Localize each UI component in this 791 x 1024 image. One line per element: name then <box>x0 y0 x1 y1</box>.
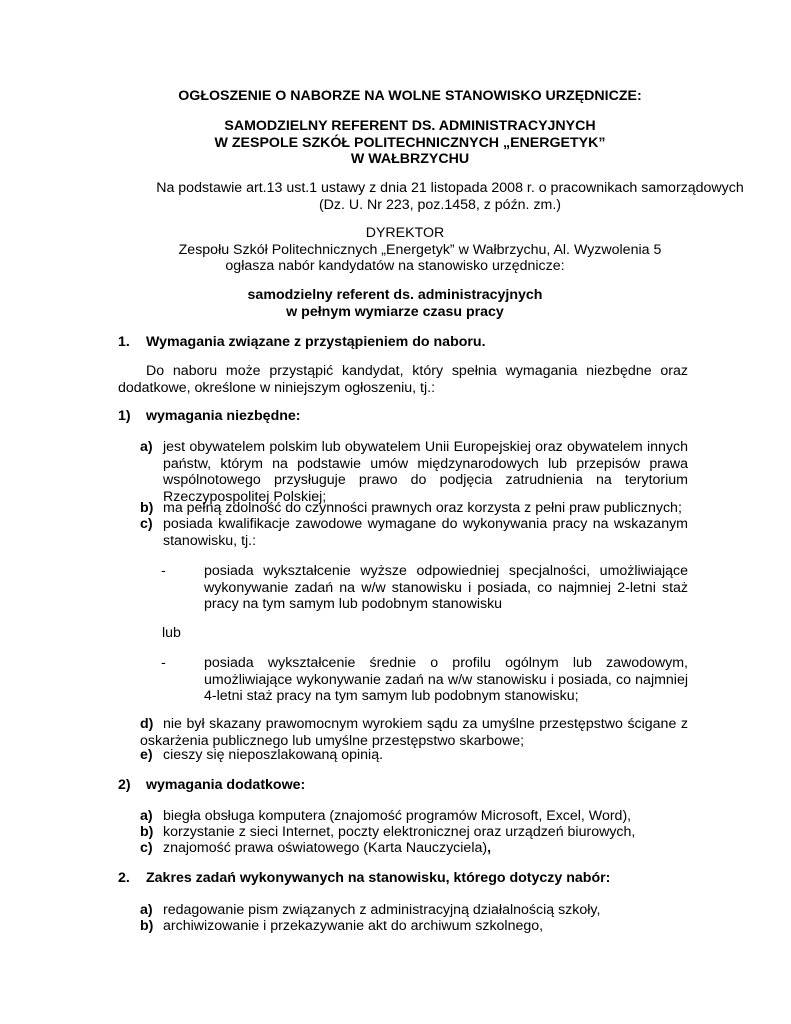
list-item <box>140 500 688 517</box>
additional-requirements-title: wymagania dodatkowe: <box>146 777 306 793</box>
section-2-number: 2. <box>118 870 130 886</box>
section-2-heading <box>118 870 610 887</box>
list-item-label: d) <box>140 716 154 732</box>
document-subtitle <box>100 118 720 168</box>
list-item-label: a) <box>140 439 153 455</box>
position-line: samodzielny referent ds. administracyjnych <box>247 287 543 303</box>
list-item-text: archiwizowanie i przekazywanie akt do archiwum szkolnego, <box>163 918 544 934</box>
list-item-text-main: znajomość prawa oświatowego (Karta Nauczyciela) <box>163 840 488 856</box>
list-item <box>140 840 688 857</box>
director-school: Zespołu Szkół Politechnicznych „Energetyk” w Wałbrzychu, Al. Wyzwolenia 5 <box>178 241 662 258</box>
list-item <box>140 439 688 505</box>
list-item <box>140 808 688 825</box>
or-separator: lub <box>162 625 181 641</box>
subtitle-line: W WAŁBRZYCHU <box>350 151 470 167</box>
qualification-option-text: posiada wykształcenie wyższe odpowiedniej specjalności, umożliwiające wykonywanie zadań na w/w stanowisku i posiada, co najmniej 2-letni staż pracy na tym samym lub podobnym stanowisku <box>204 563 688 612</box>
section-1-title: Wymagania związane z przystąpieniem do naboru. <box>146 334 486 350</box>
director-block <box>100 225 740 275</box>
list-item <box>140 902 688 919</box>
necessary-requirements-heading <box>118 408 301 425</box>
qualification-option <box>161 655 688 705</box>
list-item-label: b) <box>140 918 154 934</box>
legal-basis <box>100 180 791 213</box>
director-title: DYREKTOR <box>365 225 445 241</box>
list-item <box>140 747 688 764</box>
legal-basis-line: (Dz. U. Nr 223, poz.1458, z późn. zm.) <box>318 196 562 213</box>
list-item-label: a) <box>140 808 153 824</box>
list-item-text: posiada kwalifikacje zawodowe wymagane do wykonywania pracy na wskazanym stanowisku, tj.: <box>163 516 688 549</box>
list-item-text: ma pełną zdolność do czynności prawnych oraz korzysta z pełni praw publicznych; <box>163 500 682 516</box>
list-item <box>140 918 688 935</box>
additional-requirements-heading <box>118 777 305 794</box>
list-item-label: e) <box>140 747 153 763</box>
list-item-text: cieszy się nieposzlakowaną opinią. <box>163 747 384 763</box>
list-item-text: redagowanie pism związanych z administracyjną działalnością szkoły, <box>163 902 601 918</box>
list-item-text: nie był skazany prawomocnym wyrokiem sądu za umyślne przestępstwo ścigane z oskarżenia publicznego lub umyślne przestępstwo skarbowe; <box>140 716 688 749</box>
subtitle-line: W ZESPOLE SZKÓŁ POLITECHNICZNYCH „ENERGETYK” <box>214 134 606 151</box>
qualification-option-text: posiada wykształcenie średnie o profilu ogólnym lub zawodowym, umożliwiające wykonywanie zadań na w/w stanowisku i posiada, co najmniej 4-letni staż pracy na tym samym lub podobnym stanowisku; <box>204 655 688 704</box>
list-item <box>140 716 688 749</box>
list-item-text: korzystanie z sieci Internet, poczty elektronicznej oraz urządzeń biurowych, <box>163 824 636 840</box>
necessary-requirements-number: 1) <box>118 408 131 424</box>
section-1-number: 1. <box>118 334 130 350</box>
list-item-text <box>140 840 688 857</box>
list-item-label: a) <box>140 902 153 918</box>
position-line: w pełnym wymiarze czasu pracy <box>286 303 504 320</box>
list-item-label: b) <box>140 824 154 840</box>
legal-basis-line: Na podstawie art.13 ust.1 ustawy z dnia 21 listopada 2008 r. o pracownikach samorządowych <box>156 180 744 196</box>
dash-marker: - <box>161 563 166 579</box>
section-1-heading <box>118 334 486 351</box>
list-item-label: b) <box>140 500 154 516</box>
list-item-label: c) <box>140 516 153 532</box>
section-2-title: Zakres zadań wykonywanych na stanowisku, którego dotyczy nabór: <box>146 870 611 886</box>
list-item-label: c) <box>140 840 153 856</box>
position-name <box>100 287 690 320</box>
list-item <box>140 824 688 841</box>
dash-marker: - <box>161 655 166 671</box>
qualification-option <box>161 563 688 613</box>
document-title: OGŁOSZENIE O NABORZE NA WOLNE STANOWISKO URZĘDNICZE: <box>178 88 642 104</box>
list-item-text: biegła obsługa komputera (znajomość programów Microsoft, Excel, Word), <box>163 808 632 824</box>
list-item <box>140 516 688 549</box>
director-announcement: ogłasza nabór kandydatów na stanowisko urzędnicze: <box>225 258 565 274</box>
necessary-requirements-title: wymagania niezbędne: <box>146 408 301 424</box>
subtitle-line: SAMODZIELNY REFERENT DS. ADMINISTRACYJNYCH <box>224 118 596 134</box>
list-item-text-suffix: , <box>487 840 492 856</box>
additional-requirements-number: 2) <box>118 777 131 793</box>
list-item-text: jest obywatelem polskim lub obywatelem Unii Europejskiej oraz obywatelem innych państw, którym na podstawie umów międzynarodowych lub przepisów prawa wspólnotowego przysługuje prawo do podjęcia zatrudnienia na terytorium Rzeczypospolitej Polskiej; <box>163 439 688 505</box>
section-1-intro: Do naboru może przystąpić kandydat, który spełnia wymagania niezbędne oraz dodatkowe, określone w niniejszym ogłoszeniu, tj.: <box>118 363 688 396</box>
